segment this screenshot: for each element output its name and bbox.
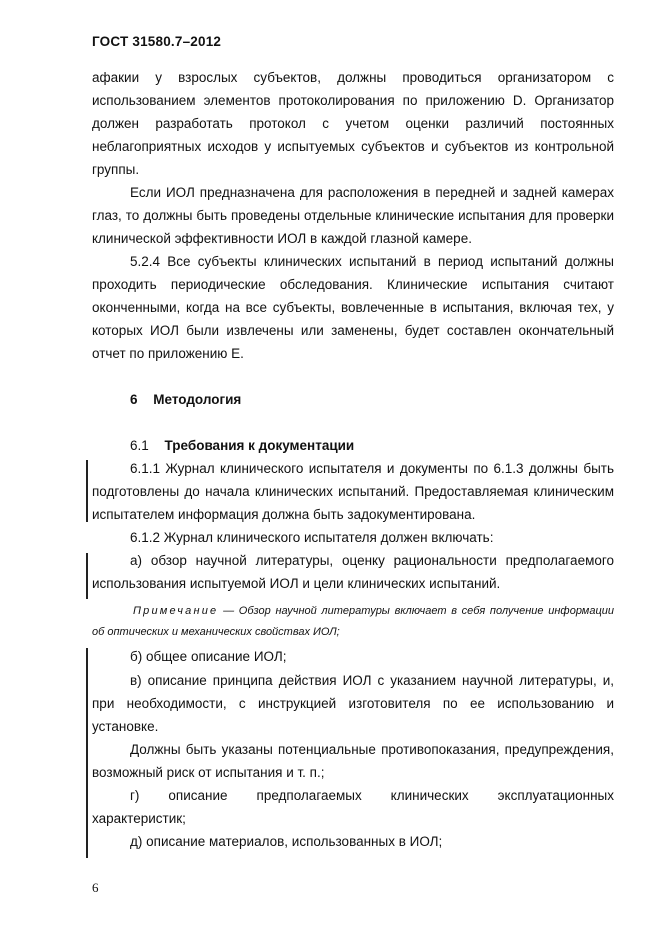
note-label: Примечание (133, 605, 219, 617)
paragraph-contraindications (92, 738, 614, 784)
standard-header: ГОСТ 31580.7–2012 (92, 34, 222, 49)
text-line: 6.1.2 Журнал клинического испытателя должен включать: (130, 530, 494, 545)
text-line: подготовлены до начала клинических испытаний. Предоставляемая клиническим (92, 484, 614, 499)
text-line: должен разработать протокол с учетом оценки различий постоянных (92, 116, 614, 131)
text-line: которых ИОЛ были извлечены или заменены, будет составлен окончательный (92, 323, 614, 338)
note (92, 601, 614, 643)
paragraph-5-2-4 (92, 250, 614, 365)
text-line: при необходимости, с инструкцией изготовителя по ее использованию и (92, 696, 614, 711)
change-bar (86, 460, 88, 522)
paragraph-6-1-2 (92, 526, 614, 549)
section-number: 6 (130, 392, 138, 407)
text-line: глаз, то должны быть проведены отдельные клинические испытания для проверки (92, 208, 614, 223)
paragraph-6-1-1 (92, 457, 614, 526)
list-item-v (92, 669, 614, 738)
section-number: 6.1 (130, 438, 149, 453)
list-item-g (92, 784, 614, 830)
text-line: проходить периодические обследования. Клинические испытания считают (92, 277, 614, 292)
list-item-b (92, 645, 614, 668)
text-line: 5.2.4 Все субъекты клинических испытаний в период испытаний должны (130, 254, 614, 269)
note-line (92, 601, 614, 622)
text-line: группы. (92, 162, 140, 177)
text-line: использованием элементов протоколирования по приложению D. Организатор (92, 93, 614, 108)
change-bar (86, 553, 88, 599)
note-line: об оптических и механических свойствах ИОЛ; (92, 626, 340, 638)
list-item-a (92, 549, 614, 595)
section-title: Методология (153, 392, 242, 407)
text-line: афакии у взрослых субъектов, должны проводиться организатором с (92, 70, 614, 85)
text-line: оконченными, когда на все субъекты, вовлеченные в испытания, включая тех, у (92, 300, 614, 315)
section-6-1-heading (92, 434, 614, 457)
section-6-heading (92, 388, 614, 411)
list-item-d (92, 830, 614, 853)
text-line: неблагоприятных исходов у испытуемых субъектов и субъектов из контрольной (92, 139, 614, 154)
section-title: Требования к документации (164, 438, 355, 453)
text-line: д) описание материалов, использованных в ИОЛ; (130, 834, 443, 849)
text-line: использования испытуемой ИОЛ и цели клинических испытаний. (92, 576, 501, 591)
text-line: установке. (92, 719, 159, 734)
text-line: в) описание принципа действия ИОЛ с указанием научной литературы, и, (130, 673, 614, 688)
text-line: возможный риск от испытания и т. п.; (92, 765, 325, 780)
text-line: Должны быть указаны потенциальные противопоказания, предупреждения, (130, 742, 614, 757)
text-line: испытателем информация должна быть задокументирована. (92, 507, 476, 522)
text-line: отчет по приложению Е. (92, 346, 244, 361)
text-line: 6.1.1 Журнал клинического испытателя и документы по 6.1.3 должны быть (130, 461, 614, 476)
text-line: а) обзор научной литературы, оценку рациональности предполагаемого (130, 553, 614, 568)
change-bar (86, 648, 88, 858)
page-number: 6 (92, 880, 99, 895)
note-text: — Обзор научной литературы включает в себя получение информации (218, 605, 614, 617)
text-line: г) описание предполагаемых клинических эксплуатационных (130, 788, 614, 803)
text-line: б) общее описание ИОЛ; (130, 649, 287, 664)
paragraph-aphakia (92, 66, 614, 181)
text-line: Если ИОЛ предназначена для расположения в передней и задней камерах (130, 185, 614, 200)
text-line: клинической эффективности ИОЛ в каждой глазной камере. (92, 231, 472, 246)
text-line: характеристик; (92, 811, 186, 826)
paragraph-chambers (92, 181, 614, 250)
